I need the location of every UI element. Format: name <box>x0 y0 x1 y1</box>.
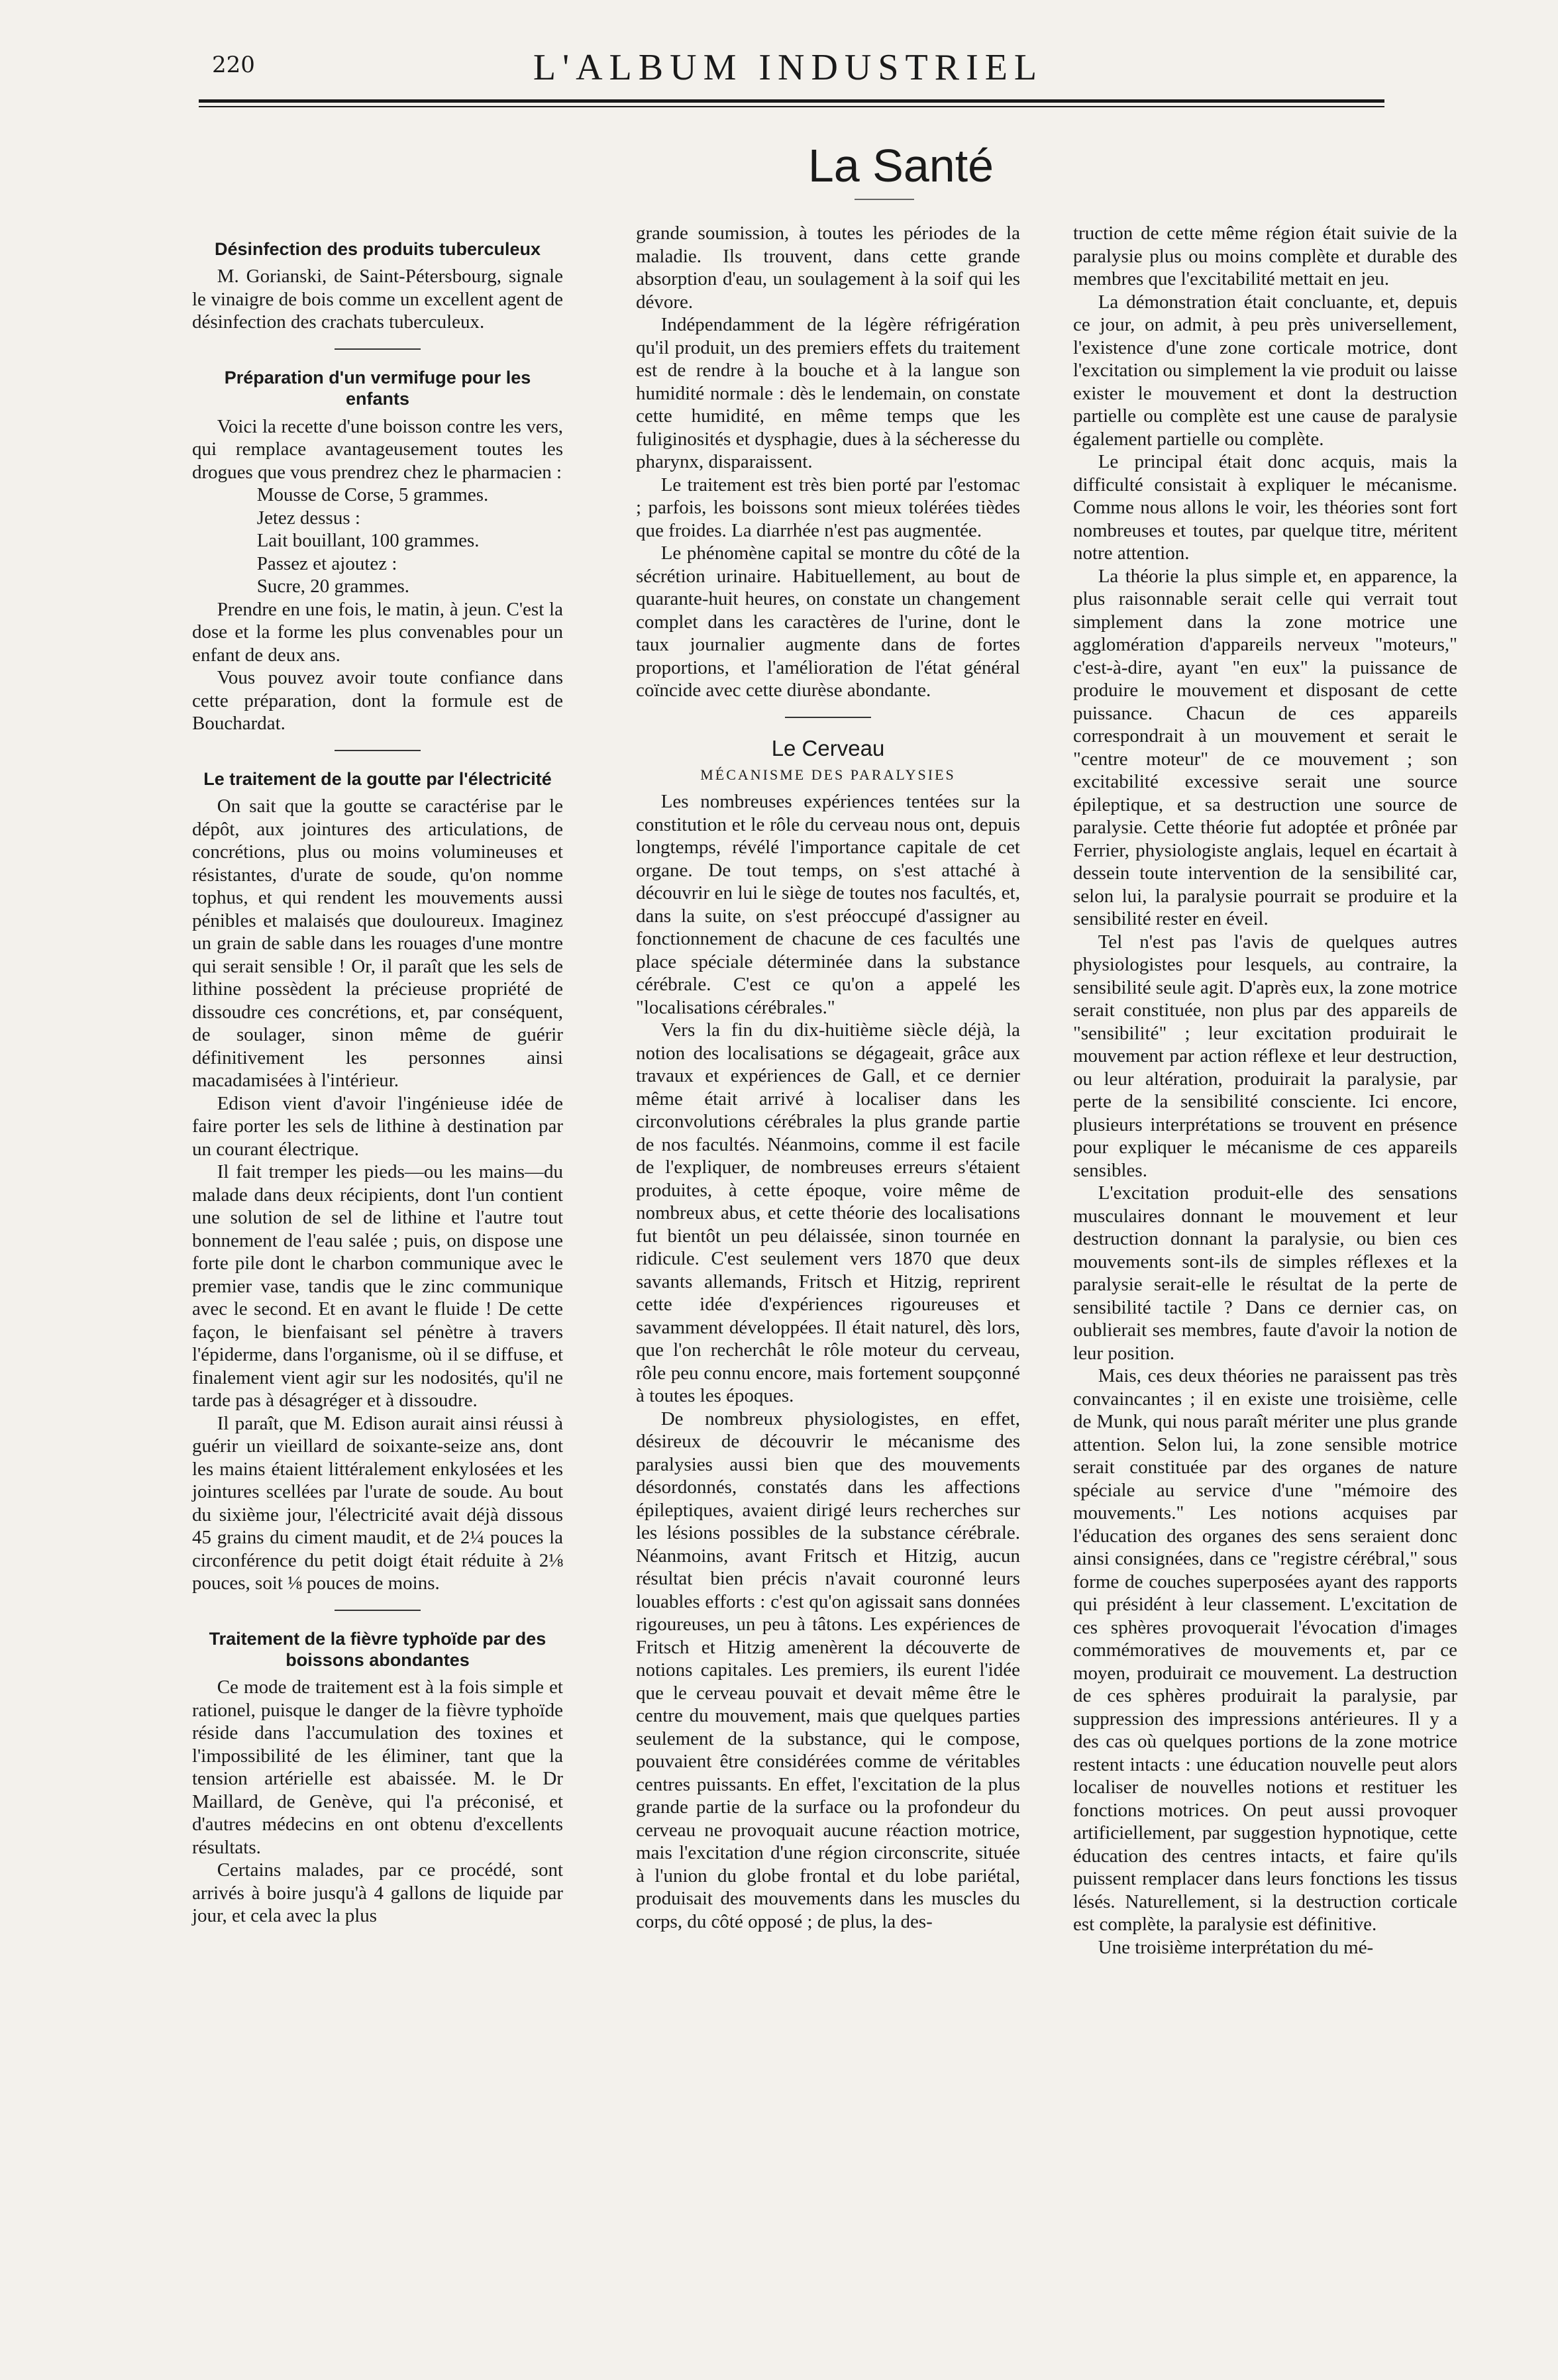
paragraph: Voici la recette d'une boisson contre les vers, qui remplace avantageusement toutes les drogues que vous prendrez chez le pharmacien : <box>192 415 563 483</box>
article-title: Désinfection des produits tuberculeux <box>214 239 541 259</box>
paragraph: Une troisième interprétation du mé- <box>1098 1936 1374 1958</box>
section-title: La Santé <box>807 140 994 191</box>
paragraph: Le principal était donc acquis, mais la difficulté consistait à expliquer le mécanisme. Comme nous allons le voir, les théories sont fort nombreuses et toutes, par quelque titre, méritent notre attention. <box>1073 451 1457 564</box>
article-separator <box>785 717 871 718</box>
paragraph: Prendre en une fois, le matin, à jeun. C'est la dose et la forme les plus convenables pour un enfant de deux ans. <box>192 598 563 666</box>
paragraph: truction de cette même région était suivie de la paralysie plus ou moins complète et durable des membres que l'excitabilité mettait en jeu. <box>1073 223 1457 289</box>
column-2 <box>636 222 1020 1933</box>
column-1 <box>192 238 563 1928</box>
paragraph: L'excitation produit-elle des sensations musculaires donnant le mouvement et leur destruction donnant la paralysie, ou bien ces mouvements sont-ils de simples réflexes et la paralysie serait-elle le résultat de la perte de sensibilité tactile ? Dans ce dernier cas, on oublierait ses membres, faute d'avoir la notion de leur position. <box>1073 1182 1457 1364</box>
paragraph: Les nombreuses expériences tentées sur la constitution et le rôle du cerveau nous ont, depuis longtemps, révélé l'importance capitale de cet organe. De tout temps, on s'est attaché à découvrir en lui le siège de toutes nos facultés, et, dans la suite, on s'est préoccupé d'assigner au fonctionnement de chacune de ces facultés une place spéciale déterminée dans la substance cérébrale. C'est ce qu'on a appelé les "localisations cérébrales." <box>636 791 1020 1018</box>
paragraph: La théorie la plus simple et, en apparence, la plus raisonnable serait celle qui verrait tout simplement dans la zone motrice une agglomération d'appareils nerveux "moteurs," c'est-à-dire, ayant "en eux" la puissance de produire le mouvement et disposant de cette puissance. Chacun de ces appareils correspondrait à un mouvement et serait le "centre moteur" de ce mouvement ; son excitabilité excessive serait une source épileptique, et sa destruction une source de paralysie. Cette théorie fut adoptée et prônée par Ferrier, physiologiste anglais, lequel en écartait à dessein toute intervention de la sensibilité car, selon lui, la paralysie pourrait se produire et la sensibilité rester en éveil. <box>1073 565 1457 929</box>
paragraph: La démonstration était concluante, et, depuis ce jour, on admit, à peu près universellement, l'existence d'une zone corticale motrice, dont l'excitation ou simplement la vie produit ou laisse exister le mouvement et dont la destruction partielle ou complète est une cause de paralysie également partielle ou complète. <box>1073 291 1457 450</box>
paragraph: Mais, ces deux théories ne paraissent pas très convaincantes ; il en existe une troisième, celle de Munk, qui nous paraît mériter une plus grande attention. Selon lui, la zone sensible motrice serait constituée par des organes de nature spéciale au service d'une "mémoire des mouvements." Les notions acquises par l'éducation des organes des sens seraient donc ainsi consignées, dans ce "registre cérébral," sous forme de couches superposées ayant des rapports qui présidént à leur classement. L'excitation de ces sphères provoquerait l'évocation d'images commémoratives de mouvements et, par ce moyen, produirait ce mouvement. La destruction de ces sphères produirait la paralysie, par suppression des impressions antérieures. Il y a des cas où quelques portions de la zone motrice restent intacts : une éducation nouvelle peut alors localiser de nouvelles notions et restituer les fonctions motrices. On peut aussi provoquer artificiellement, par suggestion hypnotique, cette éducation des centres intacts, et faire qu'ils puissent remplacer dans leurs fonctions les tissus lésés. Naturellement, si la destruction corticale est complète, la paralysie est définitive. <box>1073 1365 1457 1935</box>
article-title: Le traitement de la goutte par l'électricité <box>203 768 552 789</box>
page-number: 220 <box>212 52 255 78</box>
journal-title: L'ALBUM INDUSTRIEL <box>533 47 1044 88</box>
article-title: Le Cerveau <box>771 735 885 760</box>
paragraph: Edison vient d'avoir l'ingénieuse idée de faire porter les sels de lithine à destination par un courant électrique. <box>192 1092 563 1160</box>
article-separator <box>335 348 421 350</box>
paragraph: Ce mode de traitement est à la fois simple et rationel, puisque le danger de la fièvre typhoïde réside dans l'accumulation des toxines et l'impossibilité de les éliminer, tant que la tension artérielle est abaissée. M. le Dr Maillard, de Genève, qui l'a préconisé, et d'autres médecins en ont obtenu d'excellents résultats. <box>192 1677 563 1858</box>
paragraph: Le traitement est très bien porté par l'estomac ; parfois, les boissons sont mieux tolérées tièdes que froides. La diarrhée n'est pas augmentée. <box>636 474 1020 541</box>
recipe-line: Passez et ajoutez : <box>256 552 397 574</box>
article-title: Traitement de la fièvre typhoïde par des boissons abondantes <box>209 1628 546 1670</box>
paragraph: Il paraît, que M. Edison aurait ainsi réussi à guérir un vieillard de soixante-seize ans, dont les mains étaient littéralement enkylosées et les jointures scellées par l'urate de soude. Au bout du sixième jour, l'électricité avait déjà dissous 45 grains du ciment maudit, et de 2¼ pouces la circonférence du petit doigt était réduite à 2⅛ pouces, soit ⅛ pouces de moins. <box>192 1412 563 1594</box>
paragraph: Le phénomène capital se montre du côté de la sécrétion urinaire. Habituellement, au bout de quarante-huit heures, on constate un changement complet dans les caractères de l'urine, dont le taux journalier augmente dans de fortes proportions, et l'amélioration de l'état général coïncide avec cette diurèse abondante. <box>636 543 1020 701</box>
paragraph: Vers la fin du dix-huitième siècle déjà, la notion des localisations se dégageait, grâce aux travaux et expériences de Gall, et ce dernier même était arrivé à localiser dans les circonvolutions cérébrales la plus grande partie de nos facultés. Néanmoins, comme il est facile de l'expliquer, de nombreuses erreurs s'étaient produites, à cette époque, voire même de nombreux abus, et cette théorie des localisations fut bientôt un peu délaissée, sinon tournée en ridicule. C'est seulement vers 1870 que deux savants allemands, Fritsch et Hitzig, reprirent cette idée d'expériences rigoureuses et savamment développées. Il était naturel, dès lors, que l'on recherchât le rôle moteur du cerveau, rôle peu connu encore, mais fortement soupçonné à toutes les époques. <box>636 1019 1020 1407</box>
paragraph: Indépendamment de la légère réfrigération qu'il produit, un des premiers effets du traitement est de rendre à la bouche et à la langue son humidité normale : dès le lendemain, on constate cette humidité, en même temps que les fuliginosités et dysphagie, dues à la sécheresse du pharynx, disparaissent. <box>636 314 1020 472</box>
recipe-line: Mousse de Corse, 5 grammes. <box>256 484 489 506</box>
article-title: Préparation d'un vermifuge pour les enfants <box>224 367 531 409</box>
article-subtitle: MÉCANISME DES PARALYSIES <box>700 766 956 784</box>
article-separator <box>335 750 421 751</box>
section-divider <box>855 199 914 200</box>
recipe-line: Lait bouillant, 100 grammes. <box>256 530 480 552</box>
page-header <box>199 46 1378 106</box>
paragraph: De nombreux physiologistes, en effet, désireux de découvrir le mécanisme des paralysies aussi bien que des mouvements désordonnés, constatés dans les affections épileptiques, avaient dirigé leurs recherches sur les lésions possibles de la substance cérébrale. Néanmoins, avant Fritsch et Hitzig, aucun résultat bien précis n'avait couronné leurs louables efforts : c'est qu'on agissait sans données rigoureuses, un peu à tâtons. Les expériences de Fritsch et Hitzig amenèrent la découverte de notions capitales. Les premiers, ils eurent l'idée que le cerveau pouvait et devait même être le centre du mouvement, mais que quelques parties seulement de la substance, qui le compose, pouvaient être considérées comme de véritables centres puissants. En effet, l'excitation de la plus grande partie de la surface ou la profondeur du cerveau ne provoquait aucune réaction motrice, mais l'excitation d'une région circonscrite, située à l'union du globe frontal et du lobe pariétal, produisait des mouvements dans les muscles du corps, du côté opposé ; de plus, la des- <box>636 1408 1020 1932</box>
recipe-line: Sucre, 20 grammes. <box>256 576 410 597</box>
paragraph: Certains malades, par ce procédé, sont arrivés à boire jusqu'à 4 gallons de liquide par jour, et cela avec la plus <box>192 1859 563 1927</box>
header-rule-thin <box>199 106 1384 107</box>
column-3 <box>1073 222 1457 1959</box>
paragraph: M. Gorianski, de Saint-Pétersbourg, signale le vinaigre de bois comme un excellent agent de désinfection des crachats tuberculeux. <box>192 266 563 333</box>
recipe-line: Jetez dessus : <box>256 507 360 529</box>
paragraph: Vous pouvez avoir toute confiance dans cette préparation, dont la formule est de Bouchardat. <box>192 667 563 735</box>
paragraph: On sait que la goutte se caractérise par le dépôt, aux jointures des articulations, de concrétions, plus ou moins volumineuses et résistantes, d'urate de soude, qu'on nomme tophus, et qui rendent les mouvements aussi pénibles et malaisés que douloureux. Imaginez un grain de sable dans les rouages d'une montre qui serait sensible ! Or, il paraît que les sels de lithine possèdent la précieuse propriété de dissoudre ces concrétions, et, par conséquent, de soulager, sinon même de guérir définitivement les personnes ainsi macadamisées à l'intérieur. <box>192 796 563 1092</box>
paragraph: Tel n'est pas l'avis de quelques autres physiologistes pour lesquels, au contraire, la sensibilité seule agit. D'après eux, la zone motrice serait constituée, non plus par des appareils de "sensibilité" ; leur excitation produirait le mouvement par action réflexe et leur destruction, ou leur altération, produirait la paralysie, par perte de la sensibilité consciente. Ici encore, plusieurs interprétations se trouvent en présence pour expliquer le mécanisme de ces appareils sensibles. <box>1073 931 1457 1181</box>
header-rule-thick <box>199 99 1384 103</box>
article-separator <box>335 1610 421 1611</box>
paragraph: Il fait tremper les pieds—ou les mains—du malade dans deux récipients, dont l'un contient une solution de sel de lithine et l'autre tout bonnement de l'eau salée ; puis, on dispose une forte pile dont le charbon communique avec le premier vase, tandis que le zinc communique avec le second. Et en avant le fluide ! De cette façon, le bienfaisant sel pénètre à travers l'épiderme, dans l'organisme, où il se diffuse, et finalement vient agir sur les nodosités, qu'il ne tarde pas à désagréger et à dissoudre. <box>192 1161 563 1412</box>
paragraph: grande soumission, à toutes les périodes de la maladie. Ils trouvent, dans cette grande absorption d'eau, un soulagement à la soif qui les dévore. <box>636 223 1020 313</box>
